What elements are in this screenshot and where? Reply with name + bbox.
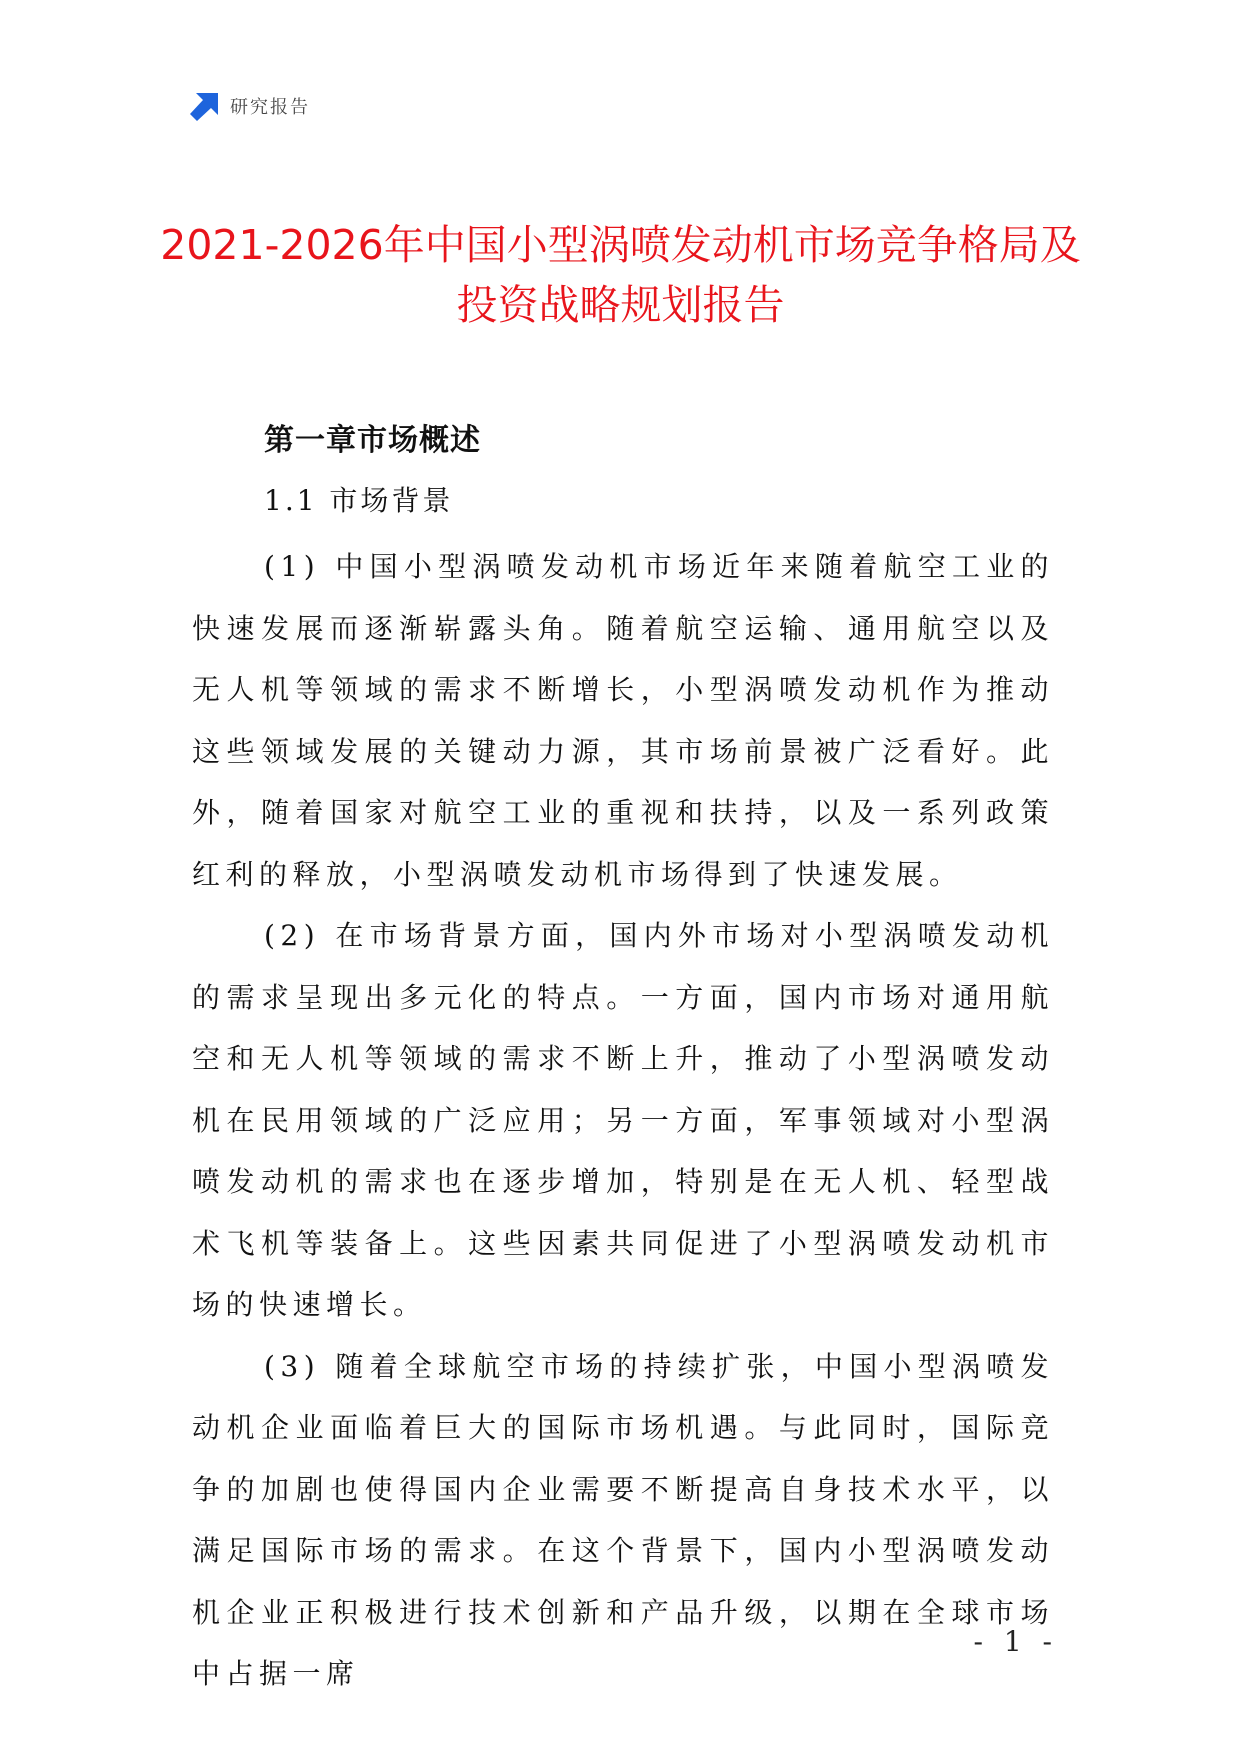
report-body	[192, 420, 1054, 1705]
arrow-up-right-icon	[190, 91, 220, 121]
report-header	[190, 88, 310, 124]
paragraph-2: (2) 在市场背景方面，国内外市场对小型涡喷发动机的需求呈现出多元化的特点。一方面，国内市场对通用航空和无人机等领域的需求不断上升，推动了小型涡喷发动机在民用领域的广泛应用；另一方面，军事领域对小型涡喷发动机的需求也在逐步增加，特别是在无人机、轻型战术飞机等装备上。这些因素共同促进了小型涡喷发动机市场的快速增长。	[192, 919, 1054, 1321]
paragraph-1: (1) 中国小型涡喷发动机市场近年来随着航空工业的快速发展而逐渐崭露头角。随着航空运输、通用航空以及无人机等领域的需求不断增长，小型涡喷发动机作为推动这些领域发展的关键动力源，其市场前景被广泛看好。此外，随着国家对航空工业的重视和扶持，以及一系列政策红利的释放，小型涡喷发动机市场得到了快速发展。	[192, 550, 1054, 891]
chapter-heading: 第一章市场概述	[264, 423, 481, 458]
paragraph-3: (3) 随着全球航空市场的持续扩张，中国小型涡喷发动机企业面临着巨大的国际市场机遇。与此同时，国际竞争的加剧也使得国内企业需要不断提高自身技术水平，以满足国际市场的需求。在这个背景下，国内小型涡喷发动机企业正积极进行技术创新和产品升级，以期在全球市场中占据一席	[192, 1349, 1054, 1690]
section-heading: 1.1 市场背景	[264, 484, 454, 517]
header-label: 研究报告	[230, 97, 310, 118]
page-number: - 1 -	[973, 1625, 1058, 1658]
report-title: 2021-2026年中国小型涡喷发动机市场竞争格局及投资战略规划报告	[160, 221, 1081, 329]
